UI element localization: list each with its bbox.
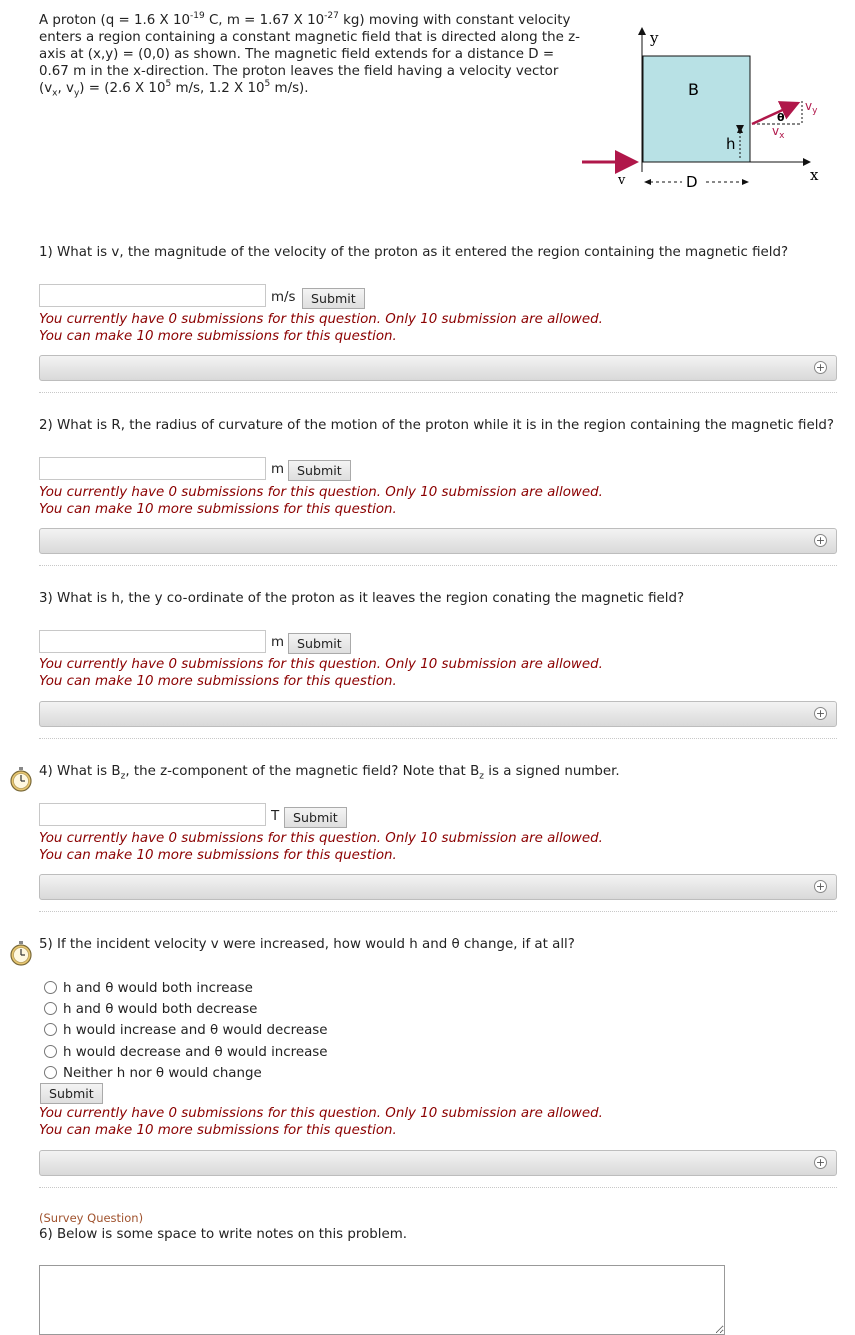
question-3-text: 3) What is h, the y co-ordinate of the proton as it leaves the region conating the magnetic field?	[39, 591, 685, 606]
vy-label: $v_y$	[805, 99, 818, 116]
question-3-status: You currently have 0 submissions for this question. Only 10 submission are allowed. You can make 10 more submissions for this question.	[39, 657, 603, 689]
question-3-hint-bar[interactable]	[39, 701, 837, 727]
survey-tag: (Survey Question)	[39, 1211, 144, 1225]
question-2-status: You currently have 0 submissions for this question. Only 10 submission are allowed. You can make 10 more submissions for this question.	[39, 485, 603, 517]
question-3-submit-button[interactable]: Submit	[288, 633, 351, 654]
divider	[39, 911, 837, 912]
vx-label: $v_x$	[772, 124, 785, 141]
expand-icon[interactable]: +	[815, 361, 826, 374]
divider	[39, 392, 837, 393]
question-1-text: 1) What is v, the magnitude of the velocity of the proton as it entered the region containing the magnetic field?	[39, 245, 789, 260]
question-4-answer-input[interactable]	[39, 803, 266, 826]
question-3-unit: m	[271, 635, 285, 650]
stopwatch-icon	[9, 766, 33, 792]
question-5-submit-button[interactable]: Submit	[40, 1083, 103, 1104]
x-axis-label: x	[810, 166, 819, 184]
question-2-text: 2) What is R, the radius of curvature of the motion of the proton while it is in the region containing the magnetic field?	[39, 418, 835, 433]
option-3[interactable]: h would increase and θ would decrease	[44, 1023, 328, 1038]
radio-button[interactable]	[44, 1023, 57, 1036]
question-5-status: You currently have 0 submissions for this question. Only 10 submission are allowed. You can make 10 more submissions for this question.	[39, 1106, 603, 1138]
divider	[39, 1187, 837, 1188]
expand-icon[interactable]: +	[815, 534, 826, 547]
question-4-unit: T	[271, 809, 280, 824]
problem-statement: A proton (q = 1.6 X $10^{-19}$ C, m = 1.67 X $10^{-27}$ kg) moving with constant velocity enters a region containing a constant magnetic field that is directed along the z-axis at (x,y) = (0,0) as shown. The magnetic field extends for a distance D = 0.67 m in the x-direction. The proton leaves the field having a velocity vector ($v_x$, $v_y) = (2.6$ X $10^5$ m/s, 1.2 X $10^5$ m/s).	[39, 10, 580, 99]
expand-icon[interactable]: +	[815, 880, 826, 893]
stopwatch-icon	[9, 940, 33, 966]
question-5-text: 5) If the incident velocity v were increased, how would h and θ change, if at all?	[39, 937, 575, 952]
d-label: D	[686, 173, 698, 191]
expand-icon[interactable]: +	[815, 707, 826, 720]
survey-question-text: 6) Below is some space to write notes on this problem.	[39, 1227, 408, 1242]
divider	[39, 738, 837, 739]
radio-button[interactable]	[44, 1045, 57, 1058]
option-2[interactable]: h and θ would both decrease	[44, 1002, 257, 1017]
question-4-status: You currently have 0 submissions for this question. Only 10 submission are allowed. You can make 10 more submissions for this question.	[39, 831, 603, 863]
v-label: v	[618, 173, 626, 188]
question-2-hint-bar[interactable]	[39, 528, 837, 554]
question-4-submit-button[interactable]: Submit	[284, 807, 347, 828]
option-1[interactable]: h and θ would both increase	[44, 981, 253, 996]
exit-velocity-arrow	[752, 103, 798, 124]
radio-button[interactable]	[44, 1002, 57, 1015]
question-1-hint-bar[interactable]	[39, 355, 837, 381]
radio-button[interactable]	[44, 981, 57, 994]
y-axis-label: y	[650, 29, 659, 47]
h-label: h	[726, 135, 736, 153]
question-5-hint-bar[interactable]	[39, 1150, 837, 1176]
expand-icon[interactable]: +	[815, 1156, 826, 1169]
question-1-submit-button[interactable]: Submit	[302, 288, 365, 309]
question-4-hint-bar[interactable]	[39, 874, 837, 900]
question-2-unit: m	[271, 462, 285, 477]
question-2-submit-button[interactable]: Submit	[288, 460, 351, 481]
question-2-answer-input[interactable]	[39, 457, 266, 480]
theta-label: θ	[777, 111, 785, 124]
option-4[interactable]: h would decrease and θ would increase	[44, 1045, 328, 1060]
radio-button[interactable]	[44, 1066, 57, 1079]
divider	[39, 565, 837, 566]
field-label: B	[688, 80, 699, 99]
question-1-unit: m/s	[271, 290, 296, 305]
question-1-answer-input[interactable]	[39, 284, 266, 307]
magnetic-field-diagram	[570, 22, 855, 197]
question-3-answer-input[interactable]	[39, 630, 266, 653]
option-5[interactable]: Neither h nor θ would change	[44, 1066, 262, 1081]
question-4-text: 4) What is $B_z$, the z-component of the magnetic field? Note that $B_z$ is a signed number.	[39, 764, 620, 782]
question-1-status: You currently have 0 submissions for this question. Only 10 submission are allowed. You can make 10 more submissions for this question.	[39, 312, 603, 344]
